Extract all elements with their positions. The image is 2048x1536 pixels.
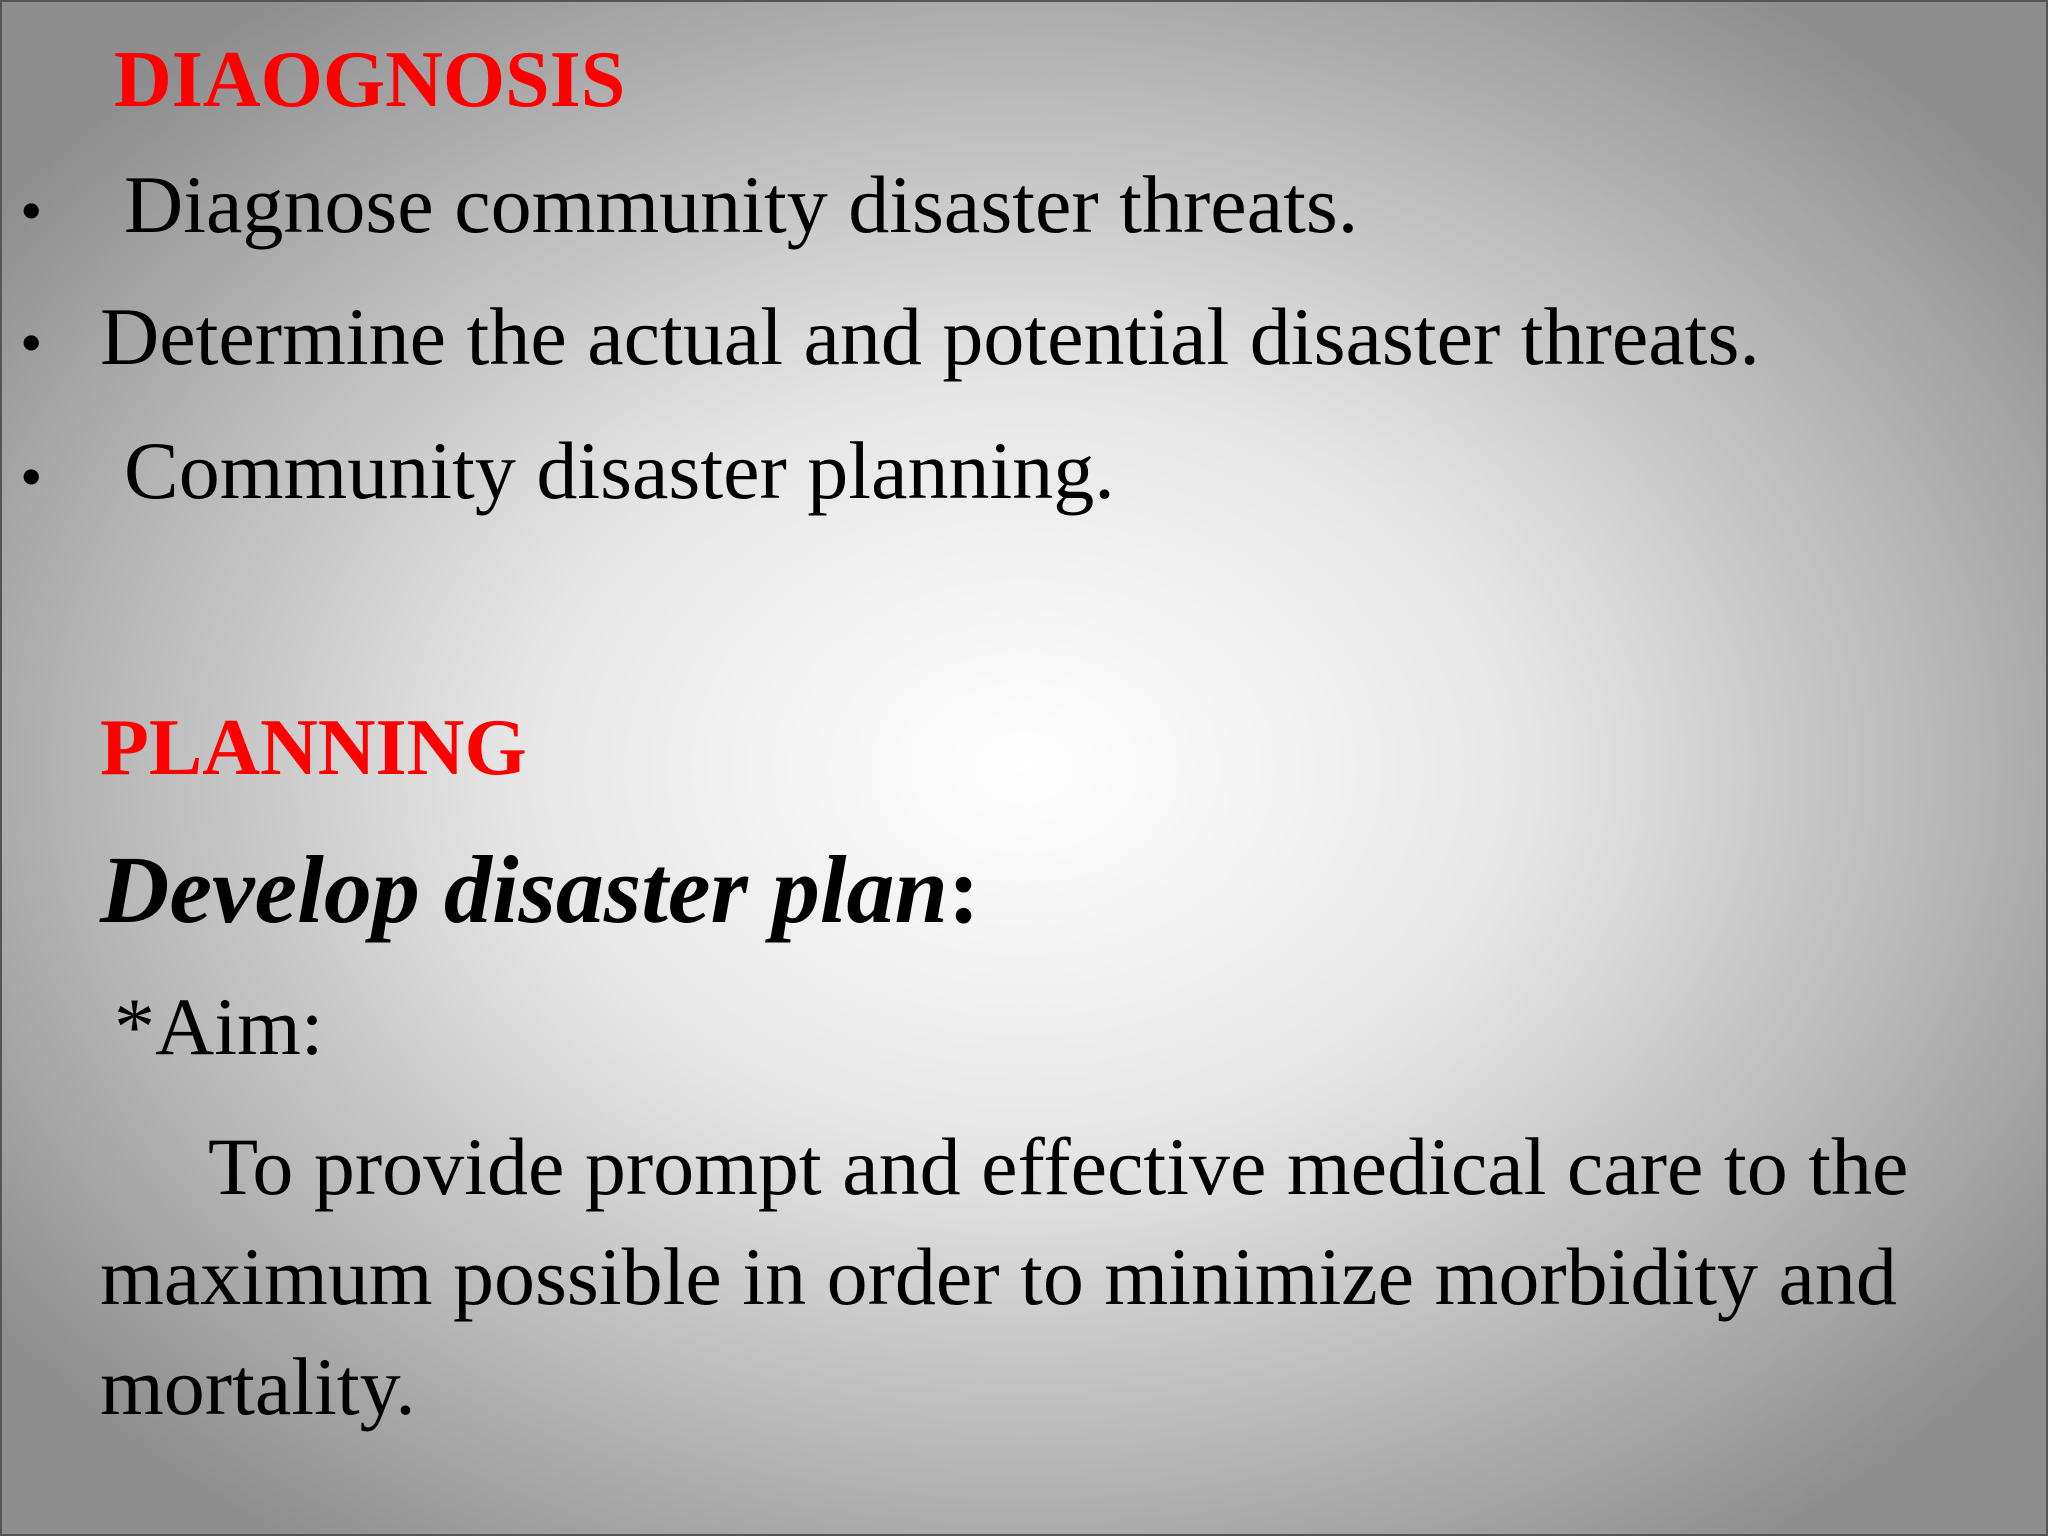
diagnosis-bullet-item — [20, 159, 1359, 250]
plan-subheading — [100, 836, 980, 943]
bullet-text: Diagnose community disaster threats. — [124, 159, 1359, 250]
diagnosis-bullet-item — [20, 291, 1760, 382]
aim-paragraph: To provide prompt and effective medical care to the maximum possible in order to minimize morbidity and mortality. — [100, 1121, 1909, 1432]
bullet-icon: • — [20, 441, 43, 512]
diagnosis-heading: DIAOGNOSIS — [114, 36, 626, 124]
diagnosis-bullet-item — [20, 425, 1115, 516]
bullet-icon: • — [20, 175, 43, 246]
plan-subheading-colon: : — [947, 836, 980, 943]
aim-label: *Aim: — [114, 981, 324, 1072]
plan-subheading-text: Develop disaster plan — [100, 836, 948, 943]
bullet-icon: • — [20, 307, 43, 378]
planning-heading: PLANNING — [100, 704, 527, 792]
bullet-text: Determine the actual and potential disaster threats. — [100, 291, 1760, 382]
bullet-text: Community disaster planning. — [124, 425, 1115, 516]
